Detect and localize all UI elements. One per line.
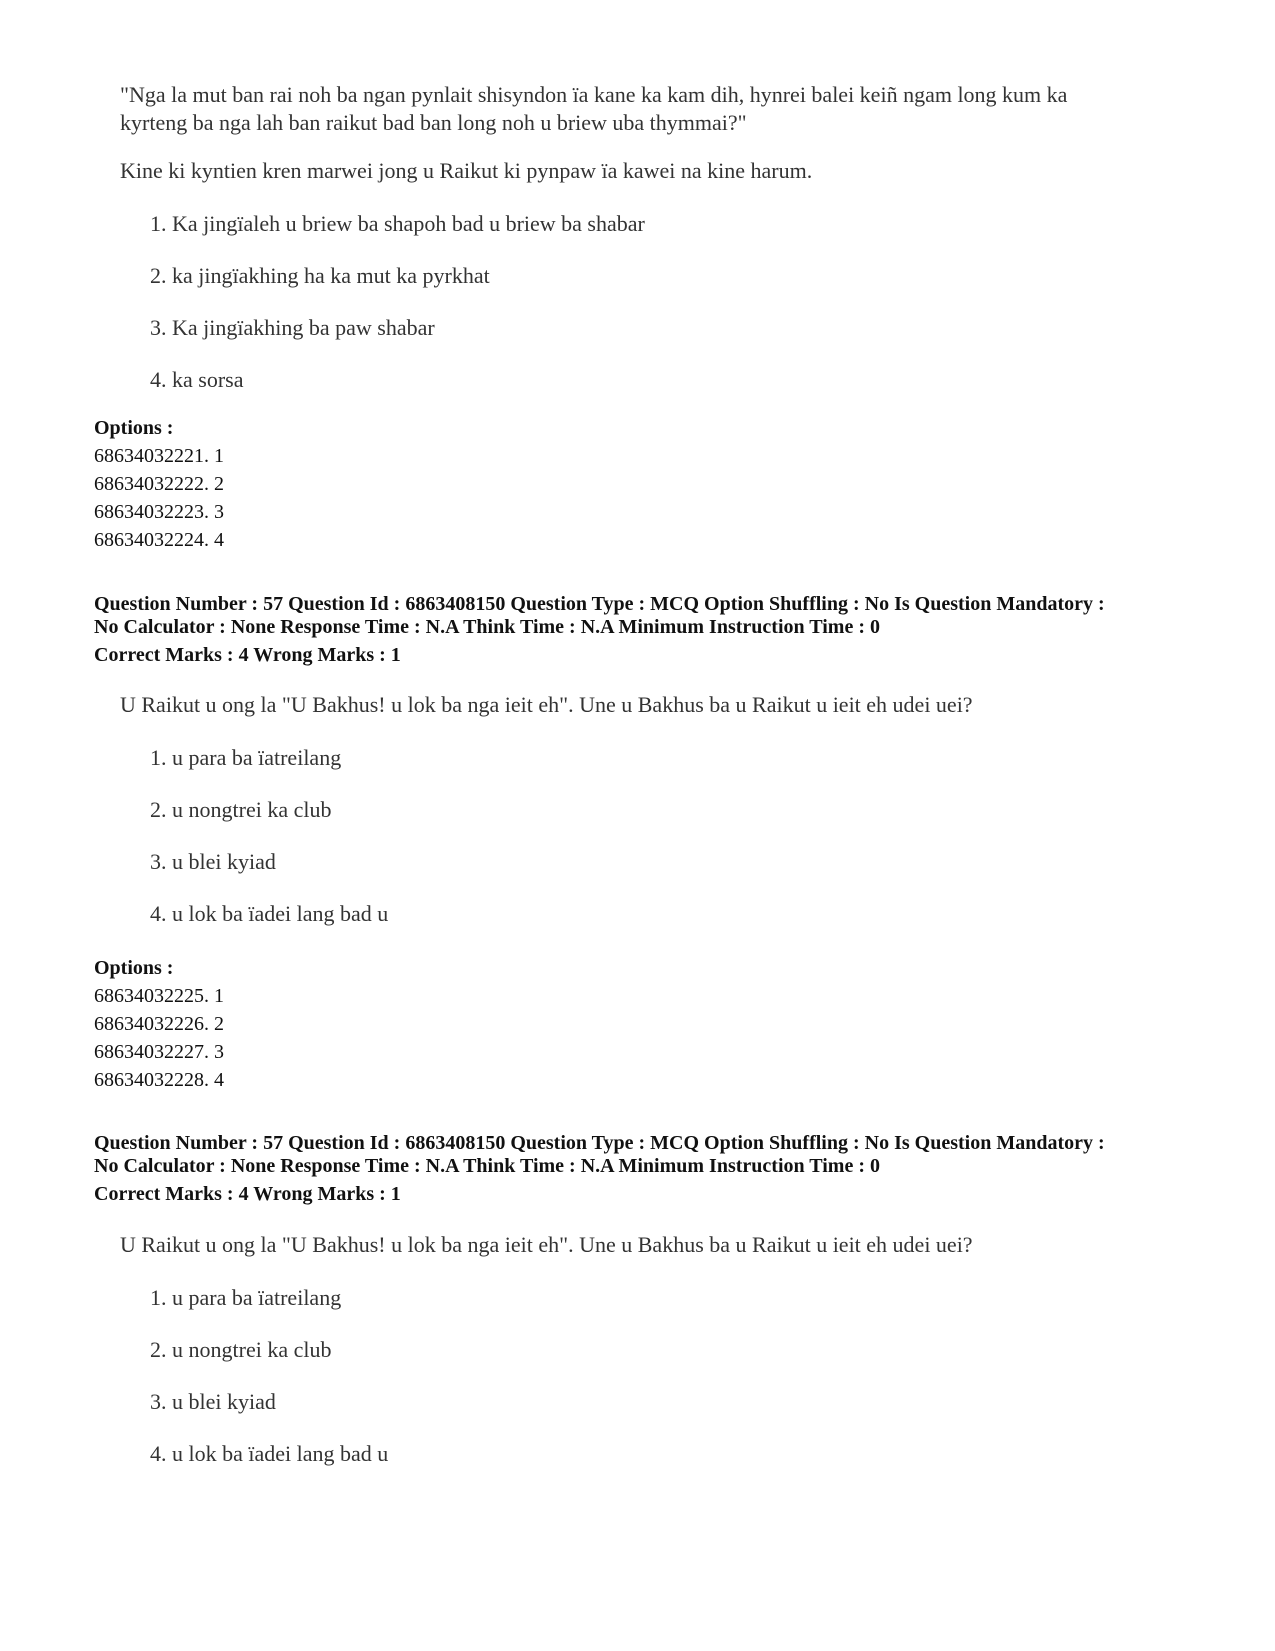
- question-meta-line: No Calculator : None Response Time : N.A Think Time : N.A Minimum Instruction Time : 0: [94, 616, 880, 638]
- question-marks: Correct Marks : 4 Wrong Marks : 1: [94, 1183, 401, 1205]
- question-choice: 4. ka sorsa: [150, 367, 244, 392]
- question-choice: 2. ka jingïakhing ha ka mut ka pyrkhat: [150, 263, 490, 288]
- option-item: 68634032228. 4: [94, 1069, 224, 1091]
- question-text-line: kyrteng ba nga lah ban raikut bad ban long noh u briew uba thymmai?": [120, 110, 747, 135]
- question-text-line: "Nga la mut ban rai noh ba ngan pynlait shisyndon ïa kane ka kam dih, hynrei balei keiñ ngam long kum ka: [120, 82, 1068, 107]
- options-heading: Options :: [94, 957, 174, 979]
- question-choice: 1. u para ba ïatreilang: [150, 745, 342, 770]
- question-choice: 1. u para ba ïatreilang: [150, 1285, 342, 1310]
- question-marks: Correct Marks : 4 Wrong Marks : 1: [94, 644, 401, 666]
- question-choice: 4. u lok ba ïadei lang bad u: [150, 1441, 389, 1466]
- question-choice: 3. u blei kyiad: [150, 1389, 276, 1414]
- question-meta-line: Question Number : 57 Question Id : 6863408150 Question Type : MCQ Option Shuffling : No Is Question Mandatory :: [94, 1132, 1105, 1154]
- question-choice: 2. u nongtrei ka club: [150, 797, 332, 822]
- question-text: U Raikut u ong la "U Bakhus! u lok ba nga ieit eh". Une u Bakhus ba u Raikut u ieit eh udei uei?: [120, 692, 973, 717]
- option-item: 68634032227. 3: [94, 1041, 224, 1063]
- option-item: 68634032226. 2: [94, 1013, 224, 1035]
- option-item: 68634032221. 1: [94, 445, 224, 467]
- options-heading: Options :: [94, 417, 174, 439]
- option-item: 68634032222. 2: [94, 473, 224, 495]
- question-choice: 1. Ka jingïaleh u briew ba shapoh bad u briew ba shabar: [150, 211, 645, 236]
- question-meta-line: Question Number : 57 Question Id : 6863408150 Question Type : MCQ Option Shuffling : No Is Question Mandatory :: [94, 593, 1105, 615]
- option-item: 68634032225. 1: [94, 985, 224, 1007]
- option-item: 68634032224. 4: [94, 529, 224, 551]
- question-text: U Raikut u ong la "U Bakhus! u lok ba nga ieit eh". Une u Bakhus ba u Raikut u ieit eh udei uei?: [120, 1232, 973, 1257]
- question-choice: 4. u lok ba ïadei lang bad u: [150, 901, 389, 926]
- question-choice: 2. u nongtrei ka club: [150, 1337, 332, 1362]
- question-choice: 3. Ka jingïakhing ba paw shabar: [150, 315, 435, 340]
- question-meta-line: No Calculator : None Response Time : N.A Think Time : N.A Minimum Instruction Time : 0: [94, 1155, 880, 1177]
- question-choice: 3. u blei kyiad: [150, 849, 276, 874]
- question-prompt: Kine ki kyntien kren marwei jong u Raikut ki pynpaw ïa kawei na kine harum.: [120, 158, 813, 183]
- option-item: 68634032223. 3: [94, 501, 224, 523]
